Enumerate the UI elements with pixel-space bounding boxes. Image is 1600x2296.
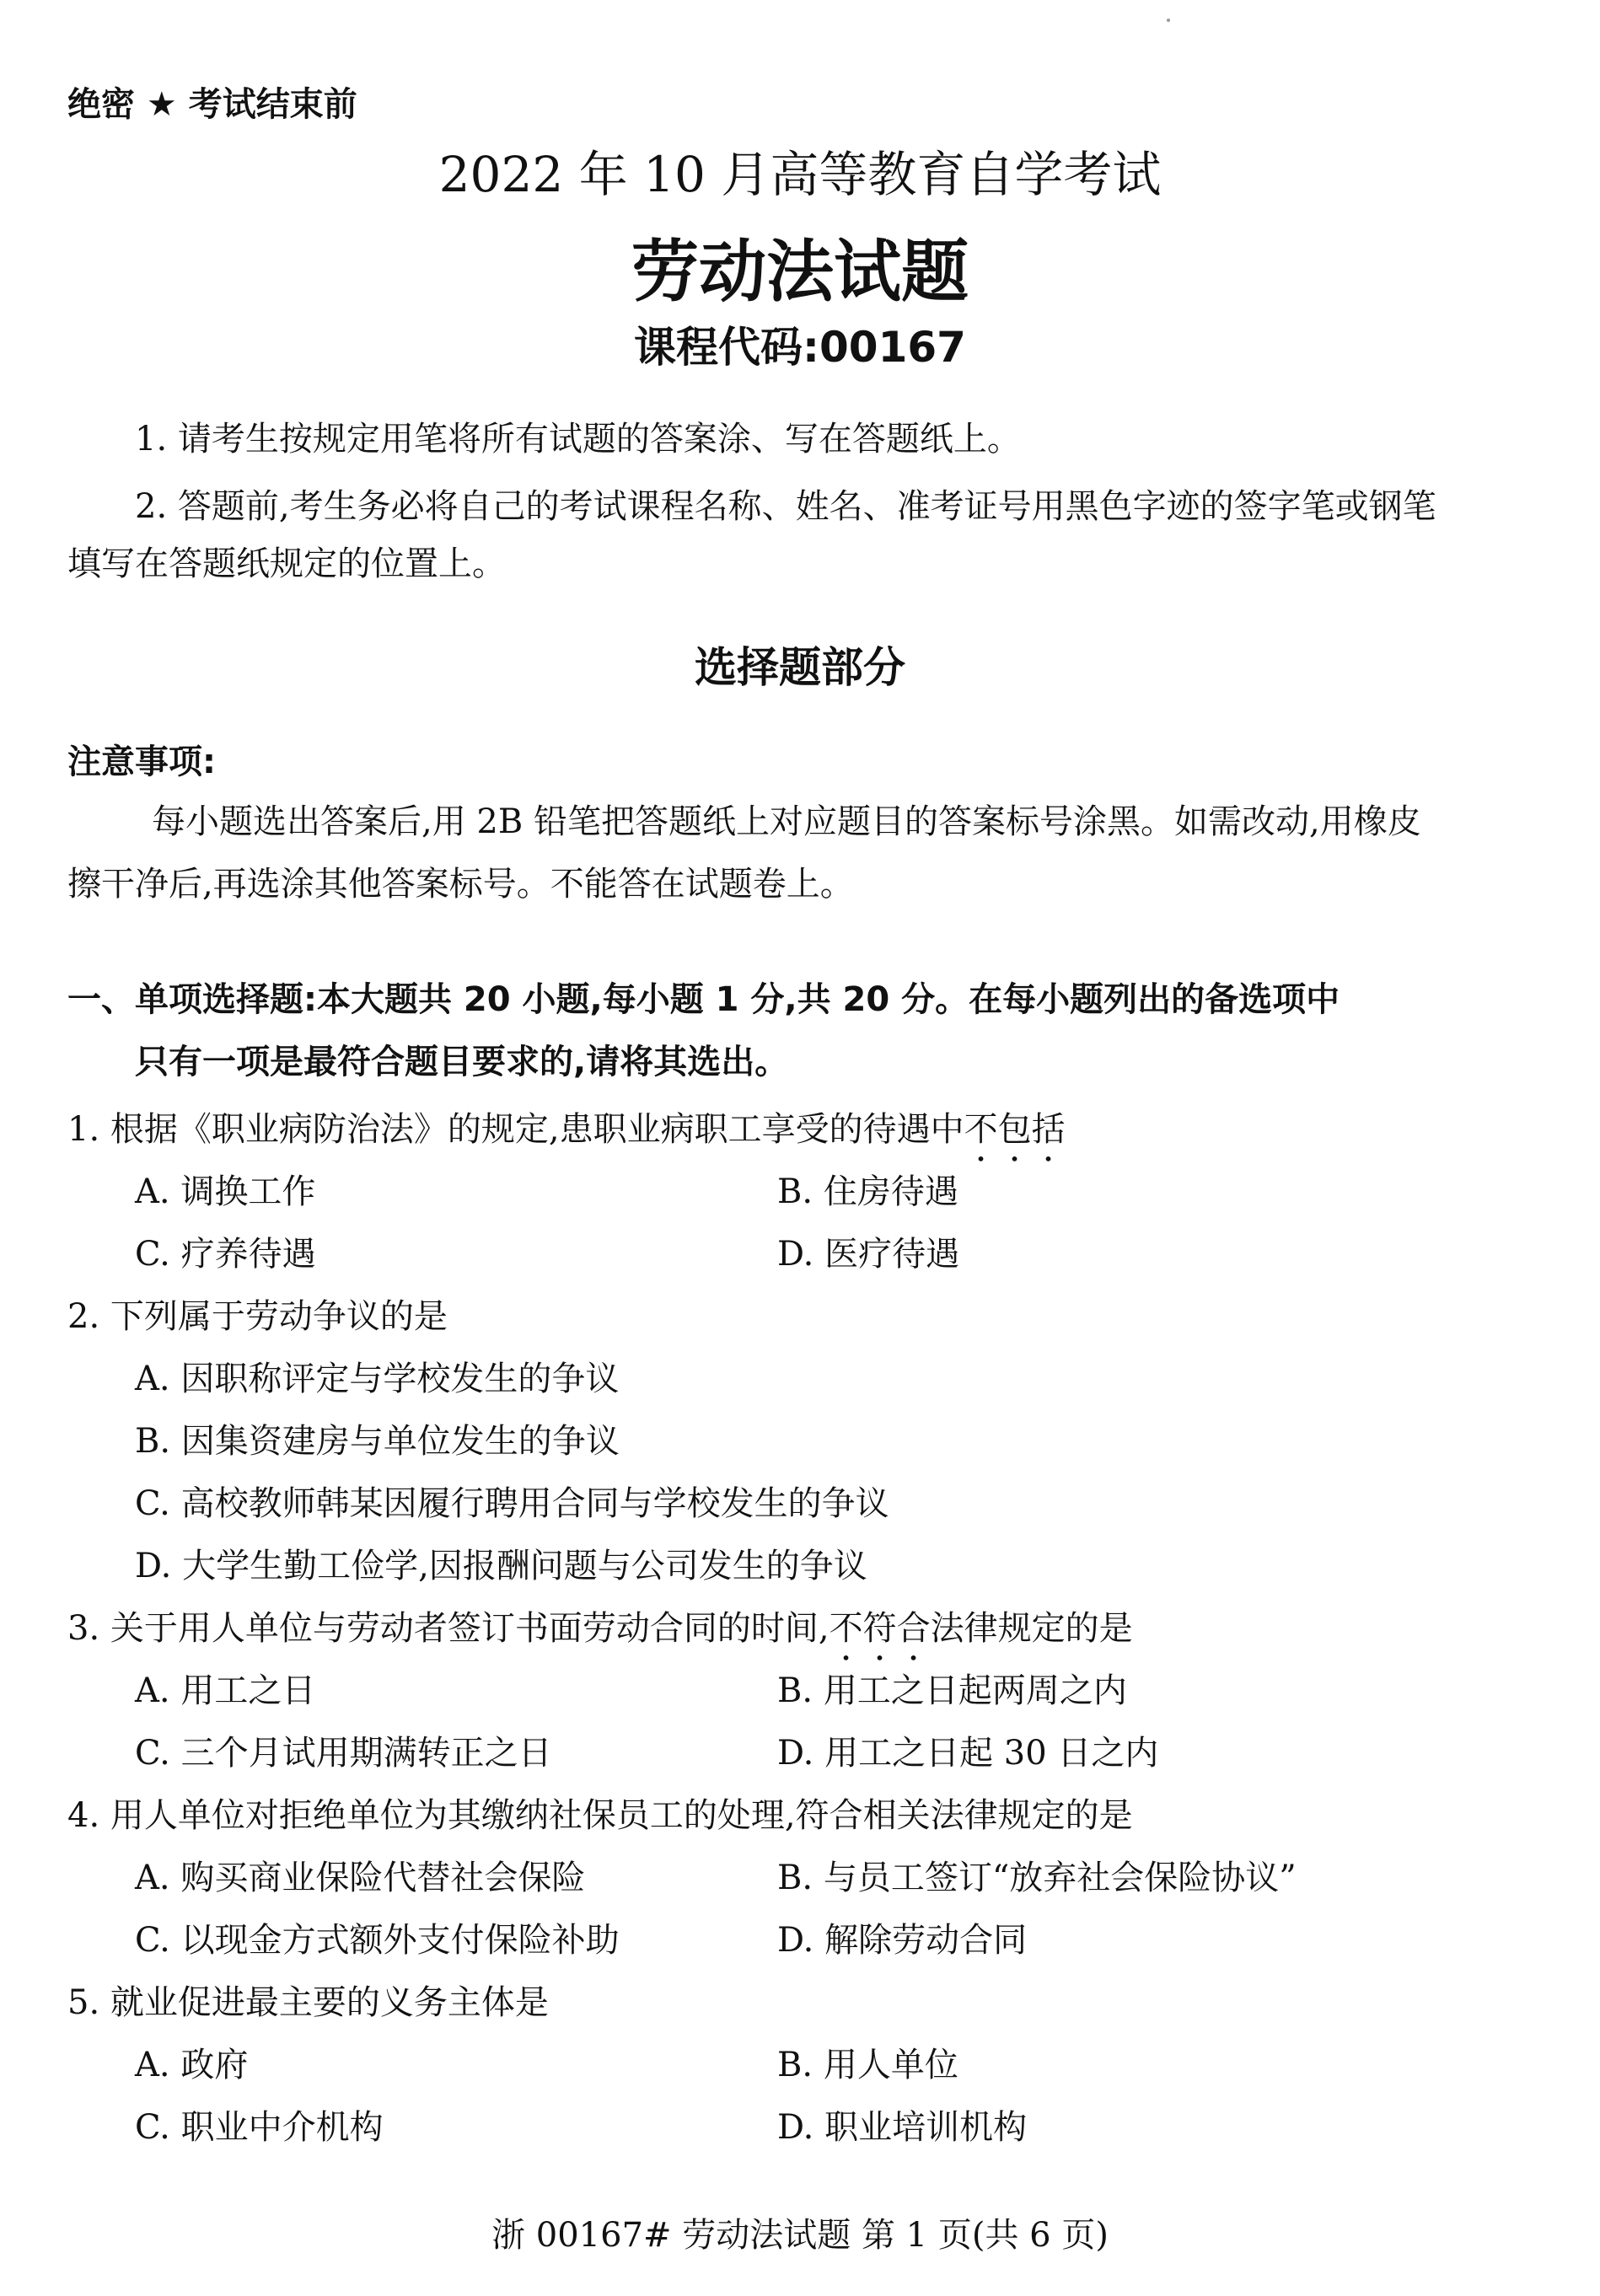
question-5-option-c: C. 职业中介机构: [135, 2108, 384, 2147]
scan-dot: [1167, 19, 1170, 22]
question-5-option-d: D. 职业培训机构: [777, 2108, 1028, 2147]
notice-title: 注意事项:: [67, 743, 216, 781]
question-1-option-b: B. 住房待遇: [777, 1172, 958, 1211]
question-stem-text: 法律规定的是: [930, 1609, 1133, 1648]
question-4-option-a: A. 购买商业保险代替社会保险: [135, 1859, 586, 1897]
question-3-option-d: D. 用工之日起 30 日之内: [777, 1734, 1159, 1773]
question-3-option-a: A. 用工之日: [135, 1671, 316, 1710]
question-4-option-c: C. 以现金方式额外支付保险补助: [135, 1921, 620, 1960]
emphasized-text: 不符合: [829, 1609, 931, 1648]
question-stem-text: 4. 用人单位对拒绝单位为其缴纳社保员工的处理,符合相关法律规定的是: [67, 1796, 1133, 1835]
instruction-1: 1. 请考生按规定用笔将所有试题的答案涂、写在答题纸上。: [135, 420, 1021, 459]
question-5-option-a: A. 政府: [135, 2046, 249, 2084]
question-2-stem: [67, 1290, 448, 1338]
question-3-stem: [67, 1601, 1133, 1668]
question-stem-text: 2. 下列属于劳动争议的是: [67, 1297, 448, 1336]
question-1-option-a: A. 调换工作: [135, 1172, 316, 1211]
page-footer: 浙 00167# 劳动法试题 第 1 页(共 6 页): [491, 2216, 1109, 2255]
notice-line-2: 擦干净后,再选涂其他答案标号。不能答在试题卷上。: [67, 865, 854, 904]
question-2-option-c: C. 高校教师韩某因履行聘用合同与学校发生的争议: [135, 1484, 889, 1523]
question-stem-text: 3. 关于用人单位与劳动者签订书面劳动合同的时间,: [67, 1609, 830, 1648]
instruction-2: 2. 答题前,考生务必将自己的考试课程名称、姓名、准考证号用黑色字迹的签字笔或钢笔: [135, 487, 1436, 526]
question-4-option-d: D. 解除劳动合同: [777, 1921, 1028, 1960]
question-4-stem: [67, 1789, 1133, 1837]
question-2-option-d: D. 大学生勤工俭学,因报酬问题与公司发生的争议: [135, 1547, 867, 1585]
confidential-label: 绝密 ★ 考试结束前: [67, 85, 357, 124]
question-5-stem: [67, 1976, 549, 2024]
question-4-option-b: B. 与员工签订“放弃社会保险协议”: [777, 1859, 1297, 1897]
question-3-option-b: B. 用工之日起两周之内: [777, 1671, 1127, 1710]
question-1-stem: [67, 1102, 1066, 1169]
exam-title: 2022 年 10 月高等教育自学考试: [438, 146, 1162, 203]
notice-line-1: 每小题选出答案后,用 2B 铅笔把答题纸上对应题目的答案标号涂黑。如需改动,用橡皮: [152, 802, 1421, 841]
question-2-option-b: B. 因集资建房与单位发生的争议: [135, 1422, 620, 1461]
part-heading: 一、单项选择题:本大题共 20 小题,每小题 1 分,共 20 分。在每小题列出的备选项中: [67, 980, 1340, 1019]
emphasized-text: 不包括: [964, 1110, 1066, 1149]
course-code: 课程代码:00167: [634, 323, 966, 372]
question-stem-text: 1. 根据《职业病防治法》的规定,患职业病职工享受的待遇中: [67, 1110, 964, 1149]
question-stem-text: 5. 就业促进最主要的义务主体是: [67, 1983, 549, 2022]
question-3-option-c: C. 三个月试用期满转正之日: [135, 1734, 552, 1773]
part-heading-continued: 只有一项是最符合题目要求的,请将其选出。: [135, 1043, 789, 1081]
instruction-2-continued: 填写在答题纸规定的位置上。: [67, 544, 506, 583]
question-1-option-d: D. 医疗待遇: [777, 1235, 960, 1274]
section-heading: 选择题部分: [695, 643, 905, 692]
question-2-option-a: A. 因职称评定与学校发生的争议: [135, 1360, 620, 1398]
question-1-option-c: C. 疗养待遇: [135, 1235, 316, 1274]
question-5-option-b: B. 用人单位: [777, 2046, 958, 2084]
subject-title: 劳动法试题: [631, 233, 969, 311]
